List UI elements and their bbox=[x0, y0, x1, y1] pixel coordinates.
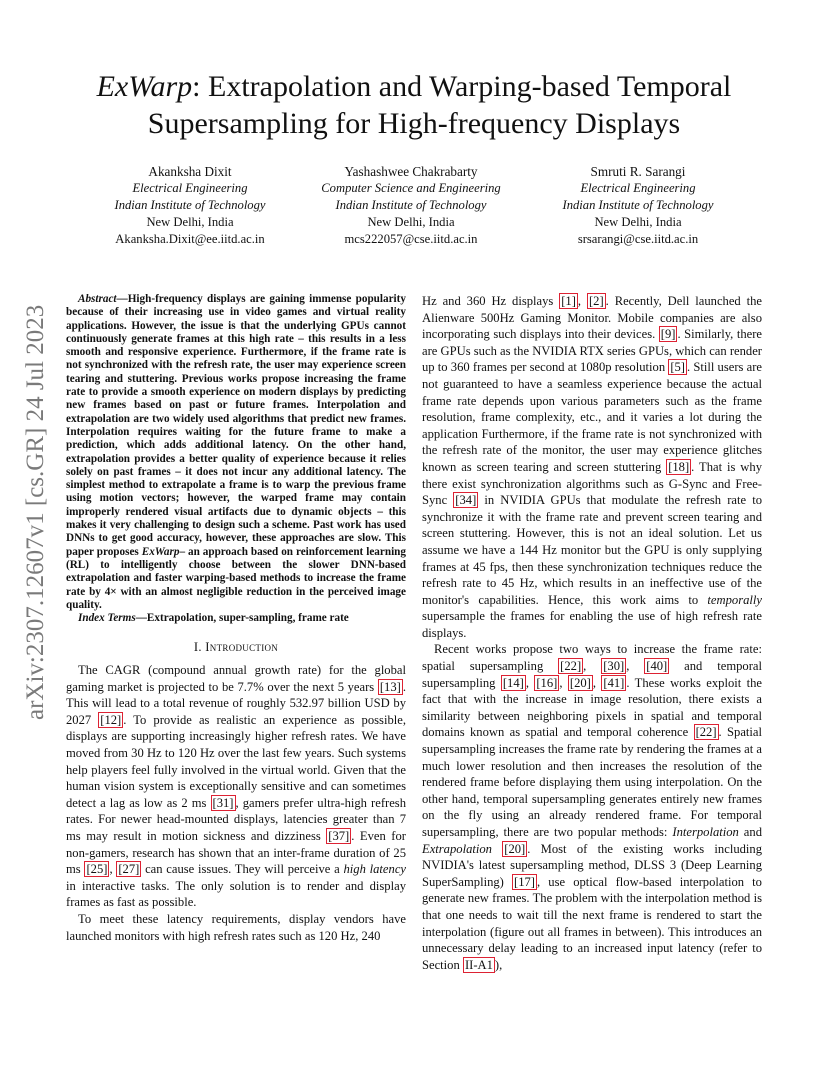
text-run: , bbox=[525, 675, 535, 690]
arxiv-identifier: arXiv:2307.12607v1 [cs.GR] 24 Jul 2023 bbox=[22, 304, 49, 720]
text-run: and bbox=[738, 825, 762, 839]
citation-link[interactable]: [27] bbox=[118, 862, 140, 877]
title-italic: ExWarp bbox=[96, 70, 193, 103]
index-terms-label: Index Terms bbox=[78, 612, 136, 625]
text-run: . Most of the existing works including NVIDIA's latest supersampling method, DLSS 3 (Deep Learning SuperSampling) bbox=[422, 841, 762, 889]
author-city: New Delhi, India bbox=[146, 215, 234, 229]
index-terms-text: —Extrapolation, super-sampling, frame rate bbox=[135, 612, 349, 625]
text-run: , bbox=[592, 675, 602, 690]
text-run: , bbox=[626, 659, 645, 674]
author-city: New Delhi, India bbox=[367, 215, 455, 229]
abstract-text-2: – an approach based on reinforcement learning (RL) to intelligently choose between the slower DNN-based extrapolation and faster warping-based methods to increase the frame rate by 4× with an almost negligible reduction in the perceived image quality. bbox=[66, 545, 406, 611]
citation-link[interactable]: [22] bbox=[560, 659, 582, 674]
text-run: supersample the frames for enabling the use of high refresh rate displays. bbox=[422, 609, 762, 640]
intro-paragraph-2-cont bbox=[422, 293, 762, 641]
citation-link[interactable]: [25] bbox=[86, 862, 108, 877]
citation-link[interactable]: [34] bbox=[455, 493, 477, 508]
author-email[interactable]: srsarangi@cse.iitd.ac.in bbox=[577, 232, 699, 246]
citation-link[interactable]: [13] bbox=[379, 679, 401, 694]
section-link[interactable]: II-A1 bbox=[464, 957, 493, 972]
citation-link[interactable]: [1] bbox=[561, 294, 576, 308]
paper-title bbox=[60, 68, 768, 142]
text-run: . To provide as realistic an experience as possible, displays are supporting increasingly higher refresh rates. We have moved from 30 Hz to 120 Hz over the last few years. Such systems help players feel fully involved in the virtual world. Given that the human vision system is exceptionally sensitive and can sometimes detect a lag as low as 2 ms bbox=[66, 712, 406, 810]
text-run: , use optical flow-based interpolation to generate new frames. The problem with the interpolation method is that one needs to wait till the next frame is rendered to start the interpolation (figure out all frames in between). This introduces an unnecessary delay leading to an increased input latency (refer to Section bbox=[422, 874, 762, 972]
text-run: . This will lead to a total revenue of roughly 532.97 billion USD by 2027 bbox=[66, 679, 406, 727]
citation-link[interactable]: [22] bbox=[695, 725, 717, 740]
section-number: I. bbox=[193, 640, 202, 655]
text-run bbox=[492, 842, 502, 856]
text-run: . Spatial supersampling increases the frame rate by rendering the frames at a much lower resolution and then increases the resolution of the rendered frame before displaying them using interpolation. On the other hand, temporal supersampling generates entirely new frames on the fly using an already rendered frame. For temporal supersampling, there are two popular methods: bbox=[422, 725, 762, 839]
citation-link[interactable]: [30] bbox=[603, 659, 625, 674]
italic-text: high latency bbox=[343, 862, 407, 877]
text-run: and temporal supersampling bbox=[422, 659, 763, 690]
text-run: . Recently, Dell launched the Alienware 500Hz Gaming Monitor. Mobile companies are also incorporating such displays into their devices. bbox=[422, 294, 762, 342]
author-name: Yashashwee Chakrabarty bbox=[344, 164, 478, 179]
author-dept: Computer Science and Engineering bbox=[321, 181, 501, 195]
text-run: . That is why there exist synchronization algorithms such as G-Sync and Free-Sync bbox=[422, 459, 762, 508]
citation-link[interactable]: [2] bbox=[588, 294, 604, 308]
text-run: in interactive tasks. The only solution is to render and display frames as fast as possible. bbox=[66, 878, 406, 910]
text-run: . These works exploit the fact that with the increase in image resolution, there exists a similarity between neighboring pixels in spatial and temporal domains known as spatial and temporal coherence bbox=[422, 675, 763, 740]
section-title: Introduction bbox=[205, 640, 279, 655]
text-run: . Still users are not guaranteed to have a seamless experience because the actual frame rate depends upon various parameters such as the frame resolution, frame complexity, etc., and it varies a lot during the application Furthermore, if the frame rate is not synchronized with the refresh rate of the monitor, the user may experience glitches known as screen tearing and screen stuttering bbox=[422, 360, 762, 474]
author-email[interactable]: mcs222057@cse.iitd.ac.in bbox=[344, 232, 478, 246]
abstract-text-1: —High-frequency displays are gaining immense popularity because of their increasing use in video games and virtual reality applications. However, the issue is that the underlying GPUs cannot continuously generate frames at this high rate – this results in a less smooth and responsive experience. Furthermore, if the frame rate is not synchronized with the refresh rate, the user may experience screen tearing and stuttering. Previous works propose increasing the frame rate to provide a smooth experience on modern displays by predicting new frames based on past or future frames. Interpolation and extrapolation are two widely used algorithms that predict new frames. Interpolation requires waiting for the future frame to make a prediction, which adds additional latency. On the other hand, extrapolation provides a better quality of experience because it relies solely on past frames – it does not incur any additional latency. The simplest method to extrapolate a frame is to warp the previous frame using motion vectors; however, the warped frame may contain improperly rendered visual artifacts due to dynamic objects – this makes it very challenging to design such a scheme. Past work has used DNNs to get good accuracy, however, these approaches are slow. This paper proposes bbox=[66, 293, 406, 558]
author-name: Smruti R. Sarangi bbox=[590, 164, 686, 179]
abstract-label: Abstract bbox=[78, 293, 117, 305]
right-column bbox=[422, 293, 762, 973]
author-dept: Electrical Engineering bbox=[132, 181, 248, 195]
citation-link[interactable]: [20] bbox=[569, 675, 591, 690]
citation-link[interactable]: [18] bbox=[668, 459, 690, 474]
text-run: , bbox=[577, 294, 587, 308]
author-block-2 bbox=[296, 163, 526, 248]
citation-link[interactable]: [16] bbox=[536, 675, 558, 690]
author-city: New Delhi, India bbox=[594, 215, 682, 229]
citation-link[interactable]: [41] bbox=[603, 675, 625, 690]
author-inst: Indian Institute of Technology bbox=[114, 198, 266, 212]
author-inst: Indian Institute of Technology bbox=[335, 198, 487, 212]
citation-link[interactable]: [20] bbox=[504, 841, 526, 856]
author-inst: Indian Institute of Technology bbox=[562, 198, 714, 212]
text-run: , gamers prefer ultra-high refresh rates. For newer head-mounted displays, latencies greater than 7 ms may result in motion sickness and dizziness bbox=[66, 795, 406, 843]
citation-link[interactable]: [12] bbox=[100, 712, 122, 727]
author-dept: Electrical Engineering bbox=[580, 181, 696, 195]
text-run: . Similarly, there are GPUs such as the NVIDIA RTX series GPUs, which can render up to 360 frames per second at 1080p resolution bbox=[422, 327, 762, 375]
title-rest: : Extrapolation and Warping-based Temporal Supersampling for High-frequency Displays bbox=[147, 70, 732, 140]
text-run: ), bbox=[494, 957, 503, 972]
author-block-3 bbox=[523, 163, 753, 248]
citation-link[interactable]: [17] bbox=[514, 874, 535, 889]
left-column bbox=[66, 293, 406, 944]
citation-link[interactable]: [5] bbox=[670, 360, 685, 375]
intro-paragraph-2: To meet these latency requirements, display vendors have launched monitors with high refresh rates such as 120 Hz, 240 bbox=[66, 911, 406, 943]
abstract-exwarp: ExWarp bbox=[141, 545, 180, 558]
intro-paragraph-1 bbox=[66, 662, 406, 911]
abstract bbox=[66, 293, 406, 612]
citation-link[interactable]: [31] bbox=[212, 795, 234, 810]
text-run: , bbox=[109, 862, 117, 877]
author-block-1 bbox=[75, 163, 305, 248]
text-run: Hz and 360 Hz displays bbox=[422, 294, 560, 308]
italic-text: Interpolation bbox=[672, 825, 739, 839]
author-email[interactable]: Akanksha.Dixit@ee.iitd.ac.in bbox=[115, 232, 265, 246]
citation-link[interactable]: [40] bbox=[646, 659, 668, 674]
text-run: in NVIDIA GPUs that modulate the refresh rate to synchronize it with the frame rate and prevent screen tearing and screen stuttering. However, this is not an ideal solution. Let us assume we have a 144 Hz monitor but the GPU is only supplying frames at 45 fps, then these synchronization techniques reduce the refresh rate to 45 Hz, which results in an ineffective use of the monitor's capabilities. Hence, this work aims to bbox=[422, 493, 762, 607]
text-run: . Even for non-gamers, research has shown that an inter-frame duration of 25 ms bbox=[66, 828, 406, 877]
text-run: , bbox=[583, 659, 602, 674]
italic-text: Extrapolation bbox=[422, 841, 492, 856]
intro-paragraph-3 bbox=[422, 641, 762, 973]
citation-link[interactable]: [9] bbox=[660, 327, 676, 342]
text-run: , bbox=[559, 675, 568, 690]
text-run: Recent works propose two ways to increase the frame rate: spatial supersampling bbox=[422, 642, 762, 674]
citation-link[interactable]: [37] bbox=[328, 828, 350, 843]
index-terms bbox=[66, 612, 406, 625]
author-name: Akanksha Dixit bbox=[148, 164, 232, 179]
text-run: The CAGR (compound annual growth rate) for the global gaming market is projected to be 7.7% over the next 5 years bbox=[66, 663, 406, 694]
text-run: can cause issues. They will perceive a bbox=[141, 862, 344, 877]
citation-link[interactable]: [14] bbox=[502, 675, 524, 690]
section-heading bbox=[66, 639, 406, 656]
italic-text: temporally bbox=[707, 592, 762, 607]
